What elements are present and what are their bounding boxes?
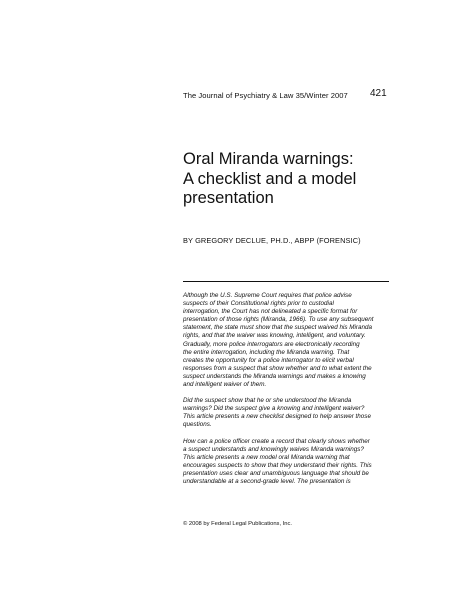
author-byline: BY GREGORY DECLUE, PH.D., ABPP (FORENSIC) — [183, 236, 361, 245]
abstract-line: rights, and that the waiver was knowing, intelligent, and voluntary. — [183, 332, 366, 340]
abstract-line: interrogation, the Court has not delineated a specific format for — [183, 308, 358, 316]
abstract-line: a suspect understands and knowingly waives Miranda warnings? — [183, 445, 364, 453]
abstract-line: presentation of those rights (Miranda, 1966). To use any subsequent — [183, 316, 374, 324]
abstract-line: Gradually, more police interrogators are electronically recording — [183, 340, 360, 348]
abstract-line: encourages suspects to show that they understand their rights. This — [183, 461, 372, 469]
abstract-paragraph — [183, 397, 395, 429]
abstract-line: responses from a suspect that show whether and to what extent the — [183, 364, 372, 372]
page-number: 421 — [370, 88, 387, 99]
abstract-line: warnings? Did the suspect give a knowing and intelligent waiver? — [183, 405, 365, 413]
abstract-line: suspect understands the Miranda warnings and makes a knowing — [183, 372, 366, 380]
title-line: Oral Miranda warnings: — [183, 150, 354, 168]
title-line: presentation — [183, 189, 274, 207]
abstract-paragraph — [183, 438, 395, 487]
abstract-line: Did the suspect show that he or she understood the Miranda — [183, 397, 352, 405]
section-divider — [183, 281, 389, 282]
abstract-paragraph — [183, 292, 395, 389]
abstract-line: Although the U.S. Supreme Court requires that police advise — [183, 292, 352, 299]
abstract-line: questions. — [183, 421, 212, 429]
abstract-line: the entire interrogation, including the Miranda warning. That — [183, 348, 350, 356]
abstract-line: How can a police officer create a record that clearly shows whether — [183, 437, 370, 445]
abstract-line: This article presents a new checklist designed to help answer those — [183, 413, 371, 421]
abstract-line: presentation uses clear and unambiguous language that should be — [183, 469, 369, 477]
abstract-line: statement, the state must show that the suspect waived his Miranda — [183, 324, 373, 332]
copyright-notice: © 2008 by Federal Legal Publications, Inc. — [183, 521, 293, 527]
abstract-line: creates the opportunity for a police interrogator to elicit verbal — [183, 356, 354, 364]
article-title — [183, 150, 413, 209]
abstract-line: and intelligent waiver of them. — [183, 381, 267, 389]
running-head: The Journal of Psychiatry & Law 35/Winter 2007 — [183, 91, 348, 100]
abstract-line: suspects of their Constitutional rights prior to custodial — [183, 300, 334, 308]
abstract-line: understandable at a second-grade level. The presentation is — [183, 477, 351, 485]
abstract-line: This article presents a new model oral Miranda warning that — [183, 453, 350, 461]
abstract — [183, 292, 395, 494]
title-line: A checklist and a model — [183, 169, 357, 188]
